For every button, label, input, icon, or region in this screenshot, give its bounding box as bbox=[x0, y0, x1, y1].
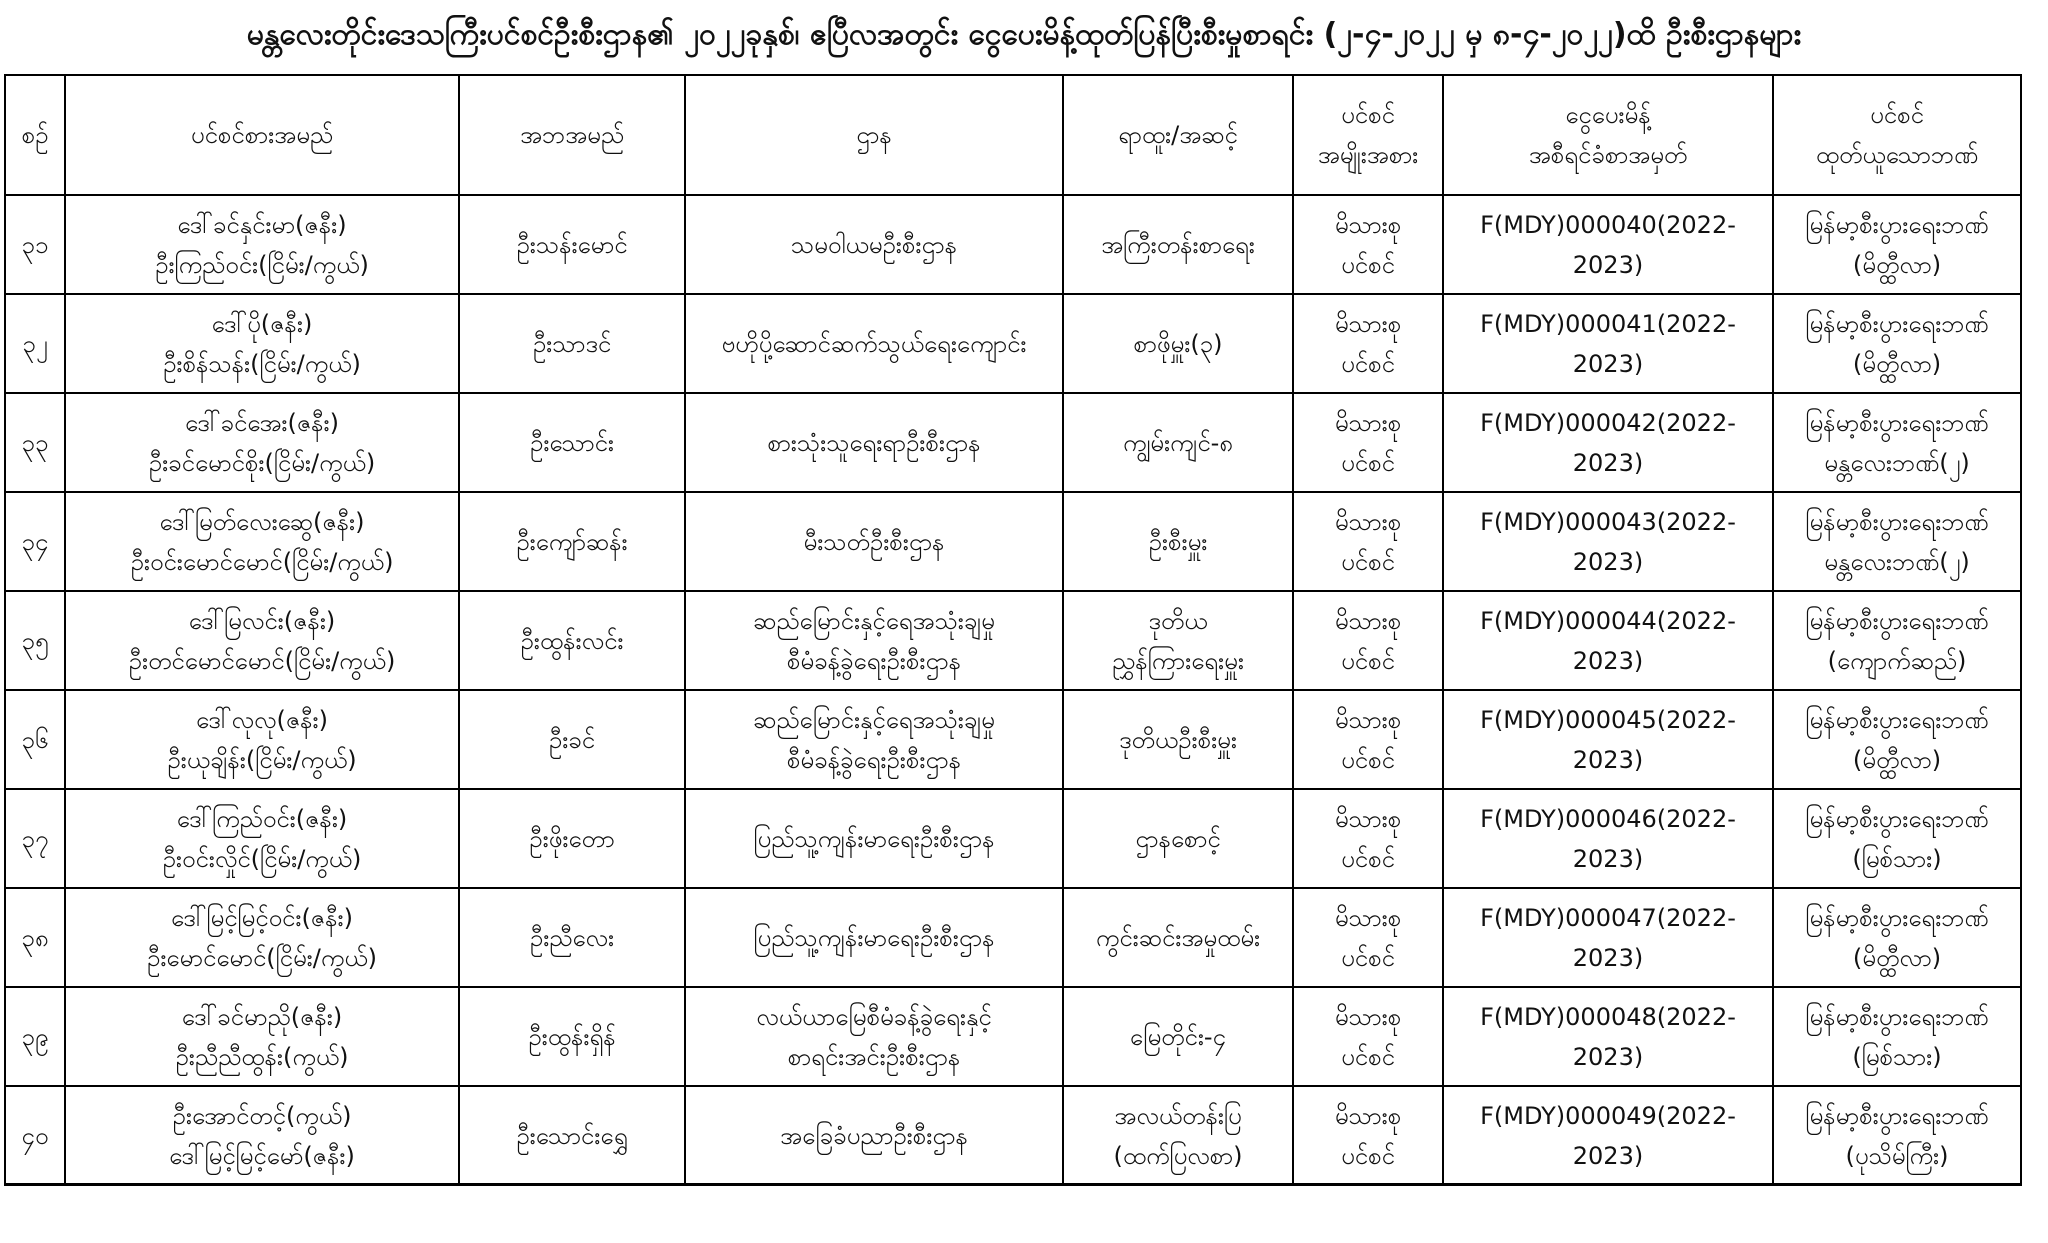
cell-line: ပင်စင် bbox=[1341, 1141, 1395, 1170]
cell-line: ရာထူး/အဆင့် bbox=[1118, 121, 1238, 149]
cell-line: အစီရင်ခံစာအမှတ် bbox=[1528, 141, 1688, 169]
cell-no: ၃၄ bbox=[5, 492, 65, 591]
cell-pension-type bbox=[1293, 789, 1443, 888]
cell-pension-type bbox=[1293, 888, 1443, 987]
cell-bank bbox=[1773, 195, 2021, 294]
cell-rank bbox=[1063, 1086, 1293, 1185]
cell-line: ဒေါ်ပို(ဇနီး) bbox=[211, 309, 313, 338]
cell-order-no: F(MDY)000044(2022-2023) bbox=[1443, 591, 1773, 690]
table-row bbox=[5, 888, 2021, 987]
cell-department bbox=[685, 987, 1063, 1086]
header-col-bank bbox=[1773, 75, 2021, 195]
page-title: မန္တလေးတိုင်းဒေသကြီးပင်စင်ဦးစီးဌာန၏ ၂၀၂၂ခုနှစ်၊ ဧပြီလအတွင်း ငွေပေးမိန့်ထုတ်ပြန်ပြီးစီးမှုစာရင်း (၂-၄-၂၀၂၂ မှ ၈-၄-၂၀၂၂)ထိ ဦးစီးဌာနများ bbox=[246, 17, 1802, 52]
cell-pensioner-name bbox=[65, 492, 459, 591]
cell-line: ဦးကြည်ဝင်း(ငြိမ်း/ကွယ်) bbox=[155, 250, 369, 279]
cell-rank bbox=[1063, 591, 1293, 690]
cell-line: ပြည်သူ့ကျန်းမာရေးဦးစီးဌာန bbox=[753, 923, 995, 952]
cell-line: ဒုတိယ bbox=[1148, 606, 1208, 635]
cell-department bbox=[685, 294, 1063, 393]
cell-father-name: ဦးထွန်းလင်း bbox=[459, 591, 685, 690]
cell-bank bbox=[1773, 393, 2021, 492]
cell-line: မြန်မာ့စီးပွားရေးဘဏ် bbox=[1805, 210, 1989, 239]
table-row bbox=[5, 393, 2021, 492]
cell-line: (မြစ်သား) bbox=[1852, 1042, 1942, 1071]
cell-bank bbox=[1773, 591, 2021, 690]
header-col-no bbox=[5, 75, 65, 195]
cell-rank bbox=[1063, 888, 1293, 987]
cell-pension-type bbox=[1293, 393, 1443, 492]
cell-order-no: F(MDY)000048(2022-2023) bbox=[1443, 987, 1773, 1086]
table-row bbox=[5, 294, 2021, 393]
cell-line: ဒုတိယဦးစီးမှူး bbox=[1119, 725, 1237, 754]
cell-line: (မိတ္ထီလာ) bbox=[1852, 250, 1942, 279]
cell-line: မန္တလေးဘဏ်(၂) bbox=[1824, 448, 1970, 477]
cell-line: ဌာန bbox=[856, 121, 892, 149]
cell-line: မြန်မာ့စီးပွားရေးဘဏ် bbox=[1805, 408, 1989, 437]
cell-line: ပင်စင် bbox=[1341, 844, 1395, 873]
cell-line: အခြေခံပညာဦးစီးဌာန bbox=[780, 1121, 968, 1150]
table-bottom-rule bbox=[4, 1183, 2020, 1186]
cell-pension-type bbox=[1293, 1086, 1443, 1185]
cell-line: ဦးတင်မောင်မောင်(ငြိမ်း/ကွယ်) bbox=[128, 646, 396, 675]
cell-line: ညွှန်ကြားရေးမှူး bbox=[1112, 646, 1244, 675]
cell-line: ပင်စင် bbox=[1341, 448, 1395, 477]
cell-line: မြေတိုင်း-၄ bbox=[1129, 1022, 1227, 1051]
cell-line: ကျွမ်းကျင်-၈ bbox=[1122, 428, 1234, 457]
cell-line: မိသားစု bbox=[1334, 309, 1402, 338]
cell-line: ဦးခင်မောင်စိုး(ငြိမ်း/ကွယ်) bbox=[148, 448, 376, 477]
cell-line: မြန်မာ့စီးပွားရေးဘဏ် bbox=[1805, 705, 1989, 734]
cell-order-no: F(MDY)000049(2022-2023) bbox=[1443, 1086, 1773, 1185]
cell-rank bbox=[1063, 492, 1293, 591]
cell-line: ဒေါ်ခင်အေး(ဇနီး) bbox=[185, 408, 339, 437]
cell-rank bbox=[1063, 789, 1293, 888]
cell-line: ကွင်းဆင်းအမှုထမ်း bbox=[1095, 923, 1261, 952]
cell-line: ဌာနစောင့် bbox=[1135, 824, 1221, 853]
cell-no: ၄၀ bbox=[5, 1086, 65, 1185]
cell-pension-type bbox=[1293, 492, 1443, 591]
cell-line: အကြီးတန်းစာရေး bbox=[1101, 230, 1255, 259]
cell-order-no: F(MDY)000040(2022-2023) bbox=[1443, 195, 1773, 294]
cell-line: ဦးစိန်သန်း(ငြိမ်း/ကွယ်) bbox=[163, 349, 361, 378]
table-header bbox=[5, 75, 2021, 195]
table-row bbox=[5, 987, 2021, 1086]
cell-line: စီမံခန့်ခွဲရေးဦးစီးဌာန bbox=[786, 646, 962, 675]
cell-father-name: ဦးခင် bbox=[459, 690, 685, 789]
cell-line: မြန်မာ့စီးပွားရေးဘဏ် bbox=[1805, 309, 1989, 338]
cell-line: ငွေပေးမိန့် bbox=[1565, 101, 1651, 129]
cell-line: ဦးဝင်းမောင်မောင်(ငြိမ်း/ကွယ်) bbox=[130, 547, 394, 576]
cell-line: ထုတ်ယူသောဘဏ် bbox=[1815, 141, 1979, 169]
header-col-father-name bbox=[459, 75, 685, 195]
cell-no: ၃၃ bbox=[5, 393, 65, 492]
cell-father-name: ဦးညီလေး bbox=[459, 888, 685, 987]
cell-bank bbox=[1773, 492, 2021, 591]
header-col-pension-type bbox=[1293, 75, 1443, 195]
cell-department bbox=[685, 492, 1063, 591]
table-row bbox=[5, 1086, 2021, 1185]
cell-line: မြန်မာ့စီးပွားရေးဘဏ် bbox=[1805, 1101, 1989, 1130]
cell-department bbox=[685, 591, 1063, 690]
cell-order-no: F(MDY)000042(2022-2023) bbox=[1443, 393, 1773, 492]
cell-bank bbox=[1773, 1086, 2021, 1185]
table-row bbox=[5, 195, 2021, 294]
cell-line: ဦးမောင်မောင်(ငြိမ်း/ကွယ်) bbox=[147, 943, 377, 972]
header-row bbox=[5, 75, 2021, 195]
cell-line: လယ်ယာမြေစီမံခန့်ခွဲရေးနှင့် bbox=[756, 1002, 992, 1031]
cell-pension-type bbox=[1293, 294, 1443, 393]
cell-line: ဦးယုချိန်း(ငြိမ်း/ကွယ်) bbox=[167, 745, 357, 774]
cell-line: ဦးစီးမှူး bbox=[1148, 527, 1208, 556]
cell-bank bbox=[1773, 690, 2021, 789]
cell-line: ပင်စင် bbox=[1341, 745, 1395, 774]
header-col-pensioner-name bbox=[65, 75, 459, 195]
cell-line: ပင်စင် bbox=[1341, 250, 1395, 279]
cell-line: ဒေါ်မြလင်း(ဇနီး) bbox=[188, 606, 336, 635]
cell-line: မန္တလေးဘဏ်(၂) bbox=[1824, 547, 1970, 576]
cell-rank bbox=[1063, 393, 1293, 492]
cell-no: ၃၈ bbox=[5, 888, 65, 987]
cell-pensioner-name bbox=[65, 987, 459, 1086]
cell-department bbox=[685, 393, 1063, 492]
cell-line: မိသားစု bbox=[1334, 1002, 1402, 1031]
cell-pension-type bbox=[1293, 690, 1443, 789]
cell-order-no: F(MDY)000047(2022-2023) bbox=[1443, 888, 1773, 987]
header-col-department bbox=[685, 75, 1063, 195]
cell-no: ၃၁ bbox=[5, 195, 65, 294]
cell-line: ဒေါ်မြင့်မြင့်မော်(ဇနီး) bbox=[169, 1141, 355, 1170]
cell-line: မိသားစု bbox=[1334, 804, 1402, 833]
cell-rank bbox=[1063, 690, 1293, 789]
table-row bbox=[5, 591, 2021, 690]
pension-register-table bbox=[4, 74, 2022, 1186]
cell-line: မိသားစု bbox=[1334, 1101, 1402, 1130]
cell-line: စီမံခန့်ခွဲရေးဦးစီးဌာန bbox=[786, 745, 962, 774]
cell-bank bbox=[1773, 789, 2021, 888]
cell-pensioner-name bbox=[65, 195, 459, 294]
cell-line: ဦးအောင်တင့်(ကွယ်) bbox=[172, 1101, 352, 1130]
cell-line: မြန်မာ့စီးပွားရေးဘဏ် bbox=[1805, 804, 1989, 833]
cell-line: မြန်မာ့စီးပွားရေးဘဏ် bbox=[1805, 1002, 1989, 1031]
cell-pensioner-name bbox=[65, 393, 459, 492]
cell-line: ဒေါ်ကြည်ဝင်း(ဇနီး) bbox=[176, 804, 348, 833]
cell-rank bbox=[1063, 195, 1293, 294]
cell-line: ဒေါ်မြင့်မြင့်ဝင်း(ဇနီး) bbox=[171, 903, 353, 932]
cell-line: (မြစ်သား) bbox=[1852, 844, 1942, 873]
cell-line: အမျိုးအစား bbox=[1317, 141, 1419, 169]
cell-line: ပင်စင် bbox=[1341, 101, 1395, 129]
cell-rank bbox=[1063, 987, 1293, 1086]
cell-pensioner-name bbox=[65, 888, 459, 987]
cell-department bbox=[685, 789, 1063, 888]
cell-bank bbox=[1773, 987, 2021, 1086]
cell-line: မိသားစု bbox=[1334, 507, 1402, 536]
cell-line: ပင်စင်စားအမည် bbox=[190, 121, 334, 149]
cell-no: ၃၂ bbox=[5, 294, 65, 393]
table-row bbox=[5, 492, 2021, 591]
cell-line: (မိတ္ထီလာ) bbox=[1852, 349, 1942, 378]
cell-father-name: ဦးကျော်ဆန်း bbox=[459, 492, 685, 591]
cell-line: ပင်စင် bbox=[1341, 1042, 1395, 1071]
cell-bank bbox=[1773, 888, 2021, 987]
cell-pension-type bbox=[1293, 987, 1443, 1086]
cell-line: ဒေါ်မြတ်လေးဆွေ(ဇနီး) bbox=[159, 507, 365, 536]
cell-line: ဗဟိုပို့ဆောင်ဆက်သွယ်ရေးကျောင်း bbox=[721, 329, 1027, 358]
cell-order-no: F(MDY)000045(2022-2023) bbox=[1443, 690, 1773, 789]
cell-line: မြန်မာ့စီးပွားရေးဘဏ် bbox=[1805, 606, 1989, 635]
table-body bbox=[5, 195, 2021, 1185]
cell-line: အလယ်တန်းပြ bbox=[1114, 1101, 1242, 1130]
cell-pensioner-name bbox=[65, 591, 459, 690]
cell-line: ပင်စင် bbox=[1341, 943, 1395, 972]
cell-department bbox=[685, 690, 1063, 789]
cell-line: မြန်မာ့စီးပွားရေးဘဏ် bbox=[1805, 903, 1989, 932]
cell-no: ၃၅ bbox=[5, 591, 65, 690]
cell-line: မိသားစု bbox=[1334, 903, 1402, 932]
cell-line: ပင်စင် bbox=[1341, 349, 1395, 378]
cell-line: စားသုံးသူရေးရာဦးစီးဌာန bbox=[767, 428, 981, 457]
cell-line: (ကျောက်ဆည်) bbox=[1827, 646, 1967, 675]
cell-father-name: ဦးထွန်းရှိန် bbox=[459, 987, 685, 1086]
cell-line: ဒေါ်ခင်မာညို(ဇနီး) bbox=[181, 1002, 343, 1031]
cell-line: ပင်စင် bbox=[1341, 547, 1395, 576]
cell-line: အဘအမည် bbox=[519, 121, 625, 149]
cell-line: (မိတ္ထီလာ) bbox=[1852, 943, 1942, 972]
cell-line: စာဖိုမှူး(၃) bbox=[1133, 329, 1223, 358]
cell-no: ၃၇ bbox=[5, 789, 65, 888]
cell-no: ၃၆ bbox=[5, 690, 65, 789]
cell-father-name: ဦးဖိုးတော bbox=[459, 789, 685, 888]
cell-line: မိသားစု bbox=[1334, 606, 1402, 635]
cell-line: မိသားစု bbox=[1334, 705, 1402, 734]
cell-father-name: ဦးသန်းမောင် bbox=[459, 195, 685, 294]
cell-department bbox=[685, 1086, 1063, 1185]
cell-bank bbox=[1773, 294, 2021, 393]
cell-line: မိသားစု bbox=[1334, 408, 1402, 437]
cell-line: ဒေါ်ခင်နှင်းမာ(ဇနီး) bbox=[177, 210, 347, 239]
cell-line: ဦးဝင်းလှိုင်(ငြိမ်း/ကွယ်) bbox=[162, 844, 362, 873]
cell-line: ဒေါ်လုလု(ဇနီး) bbox=[196, 705, 328, 734]
cell-line: (မိတ္ထီလာ) bbox=[1852, 745, 1942, 774]
cell-father-name: ဦးသာဒင် bbox=[459, 294, 685, 393]
cell-line: မီးသတ်ဦးစီးဌာန bbox=[803, 527, 945, 556]
cell-no: ၃၉ bbox=[5, 987, 65, 1086]
cell-rank bbox=[1063, 294, 1293, 393]
cell-department bbox=[685, 888, 1063, 987]
cell-line: ပင်စင် bbox=[1870, 101, 1924, 129]
cell-father-name: ဦးသောင်း bbox=[459, 393, 685, 492]
cell-pensioner-name bbox=[65, 690, 459, 789]
cell-order-no: F(MDY)000046(2022-2023) bbox=[1443, 789, 1773, 888]
cell-father-name: ဦးသောင်းရွှေ bbox=[459, 1086, 685, 1185]
cell-line: ပင်စင် bbox=[1341, 646, 1395, 675]
table-row bbox=[5, 690, 2021, 789]
cell-pension-type bbox=[1293, 195, 1443, 294]
cell-line: စဉ် bbox=[21, 121, 49, 149]
cell-order-no: F(MDY)000043(2022-2023) bbox=[1443, 492, 1773, 591]
cell-line: မြန်မာ့စီးပွားရေးဘဏ် bbox=[1805, 507, 1989, 536]
cell-line: ဆည်မြောင်းနှင့်ရေအသုံးချမှု bbox=[753, 705, 995, 734]
cell-line: သမဝါယမဦးစီးဌာန bbox=[790, 230, 958, 259]
cell-pensioner-name bbox=[65, 294, 459, 393]
table-row bbox=[5, 789, 2021, 888]
cell-line: ပြည်သူ့ကျန်းမာရေးဦးစီးဌာန bbox=[753, 824, 995, 853]
cell-line: ဆည်မြောင်းနှင့်ရေအသုံးချမှု bbox=[753, 606, 995, 635]
header-col-rank bbox=[1063, 75, 1293, 195]
cell-line: (ထက်ပြလစာ) bbox=[1113, 1141, 1243, 1170]
cell-line: (ပုသိမ်ကြီး) bbox=[1845, 1141, 1949, 1170]
cell-line: ဦးညီညီထွန်း(ကွယ်) bbox=[175, 1042, 349, 1071]
cell-line: စာရင်းအင်းဦးစီးဌာန bbox=[787, 1042, 961, 1071]
cell-pensioner-name bbox=[65, 1086, 459, 1185]
cell-pensioner-name bbox=[65, 789, 459, 888]
cell-order-no: F(MDY)000041(2022-2023) bbox=[1443, 294, 1773, 393]
header-col-order-no bbox=[1443, 75, 1773, 195]
cell-pension-type bbox=[1293, 591, 1443, 690]
cell-line: မိသားစု bbox=[1334, 210, 1402, 239]
cell-department bbox=[685, 195, 1063, 294]
